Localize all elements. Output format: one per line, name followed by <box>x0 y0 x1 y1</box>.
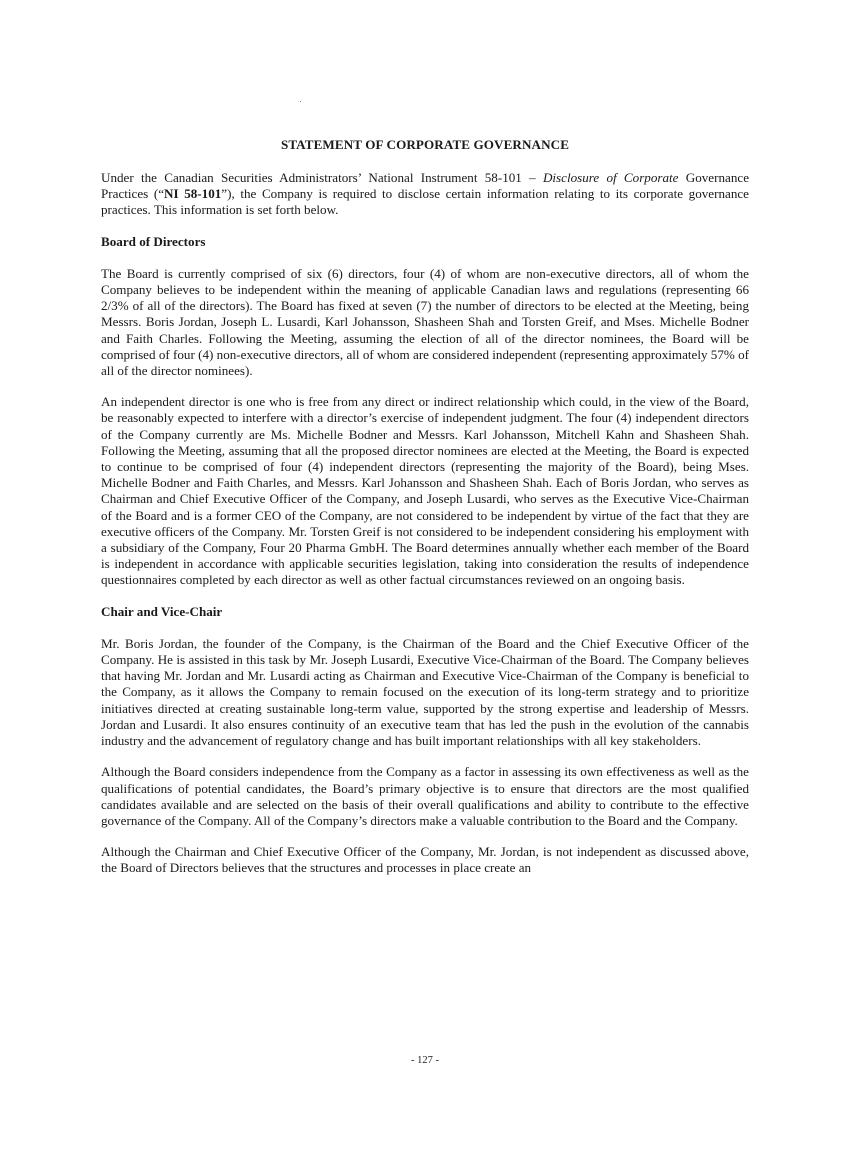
intro-paragraph <box>101 170 749 219</box>
intro-text-3: ”), the Company is required to disclose certain information relating to its corporate governance practices. This information is set forth below. <box>101 186 749 218</box>
scan-speck <box>300 101 301 102</box>
page-number: - 127 - <box>411 1055 439 1066</box>
chair-vice-chair-heading: Chair and Vice-Chair <box>101 603 223 619</box>
chair-paragraph-2: Although the Board considers independence from the Company as a factor in assessing its own effectiveness as well as the qualifications of potential candidates, the Board’s primary objective is to ensure that directors are the most qualified candidates available and are selected on the basis of their overall qualifications and ability to contribute to the effective governance of the Company. All of the Company’s directors make a valuable contribution to the Board and the Company. <box>101 764 749 828</box>
document-body <box>101 170 749 892</box>
board-paragraph-1: The Board is currently comprised of six (6) directors, four (4) of whom are non-executive directors, all of whom the Company believes to be independent within the meaning of applicable Canadian laws and regulations (representing 66 2/3% of all of the directors). The Board has fixed at seven (7) the number of directors to be elected at the Meeting, being Messrs. Boris Jordan, Joseph L. Lusardi, Karl Johansson, Shasheen Shah and Torsten Greif, and Mses. Michelle Bodner and Faith Charles. Following the Meeting, assuming the election of all of the director nominees, the Board will be comprised of four (4) non-executive directors, all of whom are considered independent (representing approximately 57% of all of the director nominees). <box>101 265 749 379</box>
intro-text-1: Under the Canadian Securities Administrators’ National Instrument 58-101 – <box>101 170 543 185</box>
chair-paragraph-3: Although the Chairman and Chief Executive Officer of the Company, Mr. Jordan, is not independent as discussed above, the Board of Directors believes that the structures and processes in place create an <box>101 844 749 876</box>
document-title: STATEMENT OF CORPORATE GOVERNANCE <box>280 137 570 152</box>
intro-defined-term: NI 58-101 <box>164 186 222 202</box>
document-page <box>101 0 749 1166</box>
intro-italic-title: Disclosure of Corporate <box>542 170 679 185</box>
board-of-directors-heading: Board of Directors <box>101 233 206 249</box>
chair-paragraph-1: Mr. Boris Jordan, the founder of the Company, is the Chairman of the Board and the Chief Executive Officer of the Company. He is assisted in this task by Mr. Joseph Lusardi, Executive Vice-Chairman of the Board. The Company believes that having Mr. Jordan and Mr. Lusardi acting as Chairman and Executive Vice-Chairman of the Company is beneficial to the Company, as it allows the Company to remain focused on the execution of its long-term strategy and to prioritize initiatives directed at creating sustainable long-term value, supported by the strong expertise and leadership of Messrs. Jordan and Lusardi. It also ensures continuity of an executive team that has led the push in the evolution of the cannabis industry and the advancement of regulatory change and has built important relationships with all key stakeholders. <box>101 635 749 749</box>
board-paragraph-2: An independent director is one who is free from any direct or indirect relationship which could, in the view of the Board, be reasonably expected to interfere with a director’s exercise of independent judgment. The four (4) independent directors of the Company currently are Ms. Michelle Bodner and Messrs. Karl Johansson, Mitchell Kahn and Shasheen Shah. Following the Meeting, assuming that all the proposed director nominees are elected at the Meeting, the Board is expected to continue to be comprised of four (4) independent directors (representing the majority of the Board), being Mses. Michelle Bodner and Faith Charles, and Messrs. Karl Johansson and Shasheen Shah. Each of Boris Jordan, who serves as Chairman and Chief Executive Officer of the Company, and Joseph Lusardi, who serves as the Executive Vice-Chairman of the Board and is a former CEO of the Company, are not considered to be independent by virtue of the fact that they are executive officers of the Company. Mr. Torsten Greif is not considered to be independent considering his employment with a subsidiary of the Company, Four 20 Pharma GmbH. The Board determines annually whether each member of the Board is independent in accordance with applicable securities legislation, taking into consideration the results of independence questionnaires completed by each director as well as other factual circumstances reviewed on an ongoing basis. <box>101 394 749 588</box>
intro-text-2: Governance Practices (“ <box>101 170 750 202</box>
